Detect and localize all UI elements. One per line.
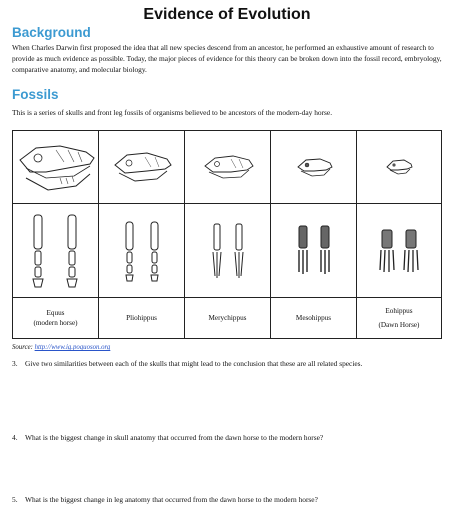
merychippus-leg-image [208,220,248,282]
equus-skull-image [16,138,96,196]
leg-cell-pliohippus [99,204,185,298]
equus-leg-image [26,211,86,291]
merychippus-skull-image [201,150,255,184]
skull-cell-equus [13,131,99,204]
fossil-table [12,130,442,339]
skull-cell-merychippus [185,131,271,204]
question-text: What is the biggest change in skull anatomy that occurred from the dawn horse to the modern horse? [25,433,324,442]
species-subtitle: (Dawn Horse) [378,321,420,329]
skull-cell-pliohippus [99,131,185,204]
eohippus-skull-image [384,156,414,178]
species-cell [99,298,185,339]
species-name: Equus [46,309,65,317]
question-number: 4. [12,433,18,442]
skull-cell-eohippus [357,131,442,204]
species-cell [185,298,271,339]
question-text: What is the biggest change in leg anatomy that occurred from the dawn horse to the modern horse? [25,495,318,504]
pliohippus-skull-image [111,147,173,187]
skull-cell-mesohippus [271,131,357,204]
leg-cell-eohippus [357,204,442,298]
mesohippus-leg-image [294,222,334,280]
species-name: Merychippus [208,314,247,322]
source-link[interactable]: http://www.ig.poquoson.org [34,344,111,351]
question-5 [12,494,437,505]
question-4 [12,432,437,443]
species-name: Eohippus [385,307,413,315]
pliohippus-leg-image [120,218,164,284]
species-cell [13,298,99,339]
question-text: Give two similarities between each of the skulls that might lead to the conclusion that these are all related species. [25,359,363,368]
species-name: Pliohippus [126,314,157,322]
species-name: Mesohippus [295,314,332,322]
name-row [13,298,442,339]
question-number: 5. [12,495,18,504]
eohippus-leg-image [377,226,421,276]
background-text: When Charles Darwin first proposed the idea that all new species descend from an ancestor, he performed an exhaustive amount of research to provide as much evidence as possible. Today, the major pieces of evidence for this theory can be broken down into the fossil record, embryology, comparative anatomy, and molecular biology. [12,43,442,74]
question-number: 3. [12,359,18,368]
mesohippus-skull-image [294,153,334,181]
leg-cell-equus [13,204,99,298]
page-title: Evidence of Evolution [143,6,311,23]
fossils-heading: Fossils [12,87,59,102]
background-heading: Background [12,25,91,40]
species-cell [357,298,442,339]
fossils-intro: This is a series of skulls and front leg fossils of organisms believed to be ancestors of the modern-day horse. [12,108,333,117]
source-label: Source: [12,344,33,351]
question-3 [12,358,437,369]
species-subtitle: (modern horse) [33,319,78,327]
leg-row [13,204,442,298]
source-line [12,344,110,351]
skull-row [13,131,442,204]
leg-cell-mesohippus [271,204,357,298]
leg-cell-merychippus [185,204,271,298]
species-cell [271,298,357,339]
